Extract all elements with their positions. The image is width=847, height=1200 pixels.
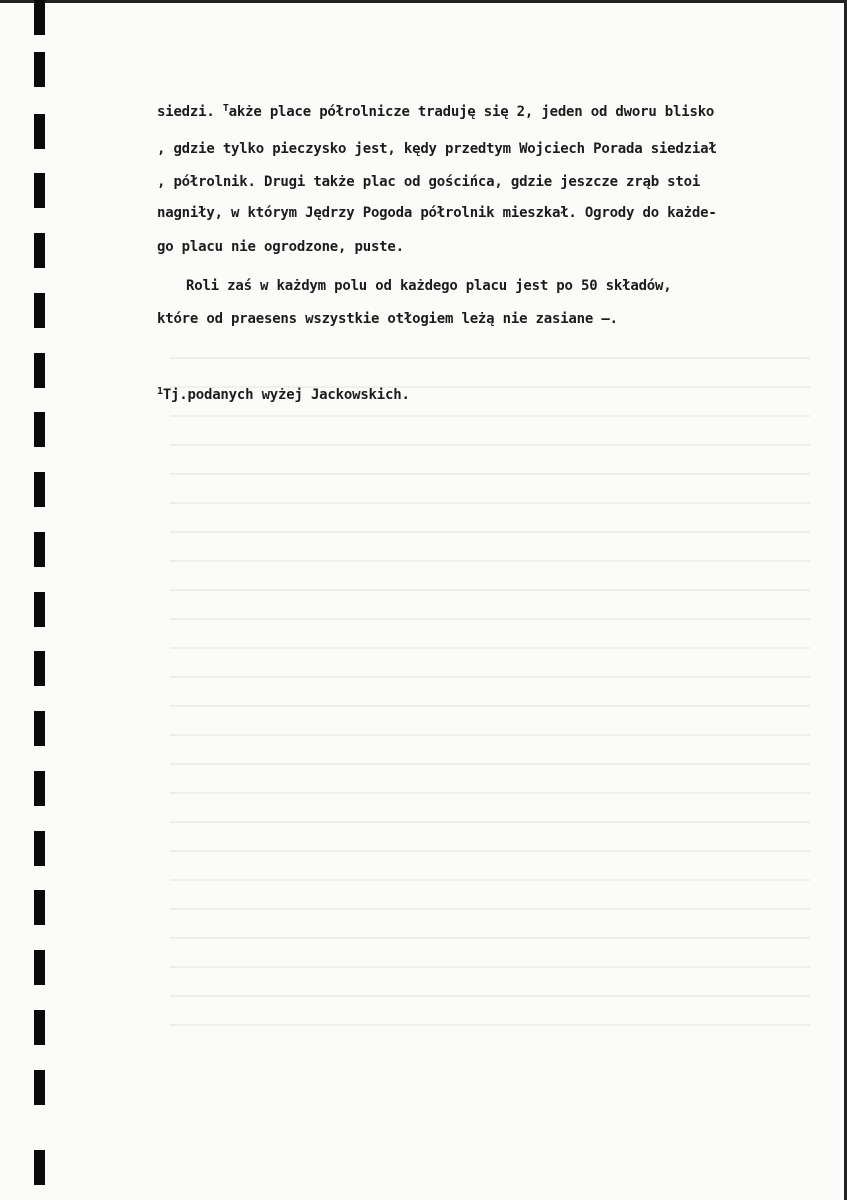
show-through-text bbox=[170, 330, 810, 1030]
footnote-marker: 1 bbox=[157, 386, 163, 397]
binding-hole bbox=[34, 890, 45, 925]
text-line-4: nagniły, w którym Jędrzy Pogoda półrolnik mieszkał. Ogrody do każde- bbox=[157, 205, 717, 221]
footnote bbox=[157, 386, 410, 403]
binding-hole bbox=[34, 771, 45, 806]
binding-hole bbox=[34, 950, 45, 985]
text-line-5: go placu nie ogrodzone, puste. bbox=[157, 239, 404, 255]
binding-hole bbox=[34, 52, 45, 87]
text-line-2: , gdzie tylko pieczysko jest, kędy przedtym Wojciech Porada siedział bbox=[157, 141, 717, 157]
binding-hole bbox=[34, 353, 45, 388]
binding-hole bbox=[34, 173, 45, 208]
text-line-1 bbox=[157, 103, 714, 120]
binding-holes bbox=[34, 0, 46, 1200]
binding-hole bbox=[34, 831, 45, 866]
text-line-1-rest: akże place półrolnicze traduję się 2, jeden od dworu blisko bbox=[228, 104, 715, 120]
binding-hole bbox=[34, 532, 45, 567]
text-line-3: , półrolnik. Drugi także plac od gościńca, gdzie jeszcze zrąb stoi bbox=[157, 174, 701, 190]
binding-hole bbox=[34, 711, 45, 746]
text-line-6: Roli zaś w każdym polu od każdego placu jest po 50 składów, bbox=[186, 278, 672, 294]
footnote-text: Tj.podanych wyżej Jackowskich. bbox=[162, 387, 410, 403]
binding-hole bbox=[34, 1070, 45, 1105]
binding-hole bbox=[34, 114, 45, 149]
binding-hole bbox=[34, 0, 45, 35]
binding-hole bbox=[34, 1010, 45, 1045]
binding-hole bbox=[34, 472, 45, 507]
text-line-1-mark: T bbox=[222, 103, 229, 114]
binding-hole bbox=[34, 412, 45, 447]
binding-hole bbox=[34, 651, 45, 686]
binding-hole bbox=[34, 1150, 45, 1185]
binding-hole bbox=[34, 233, 45, 268]
text-line-1-start: siedzi. bbox=[157, 104, 223, 120]
text-line-7: które od praesens wszystkie otłogiem leżą nie zasiane —. bbox=[157, 311, 618, 327]
page-top-edge bbox=[0, 0, 847, 3]
binding-hole bbox=[34, 293, 45, 328]
binding-hole bbox=[34, 592, 45, 627]
